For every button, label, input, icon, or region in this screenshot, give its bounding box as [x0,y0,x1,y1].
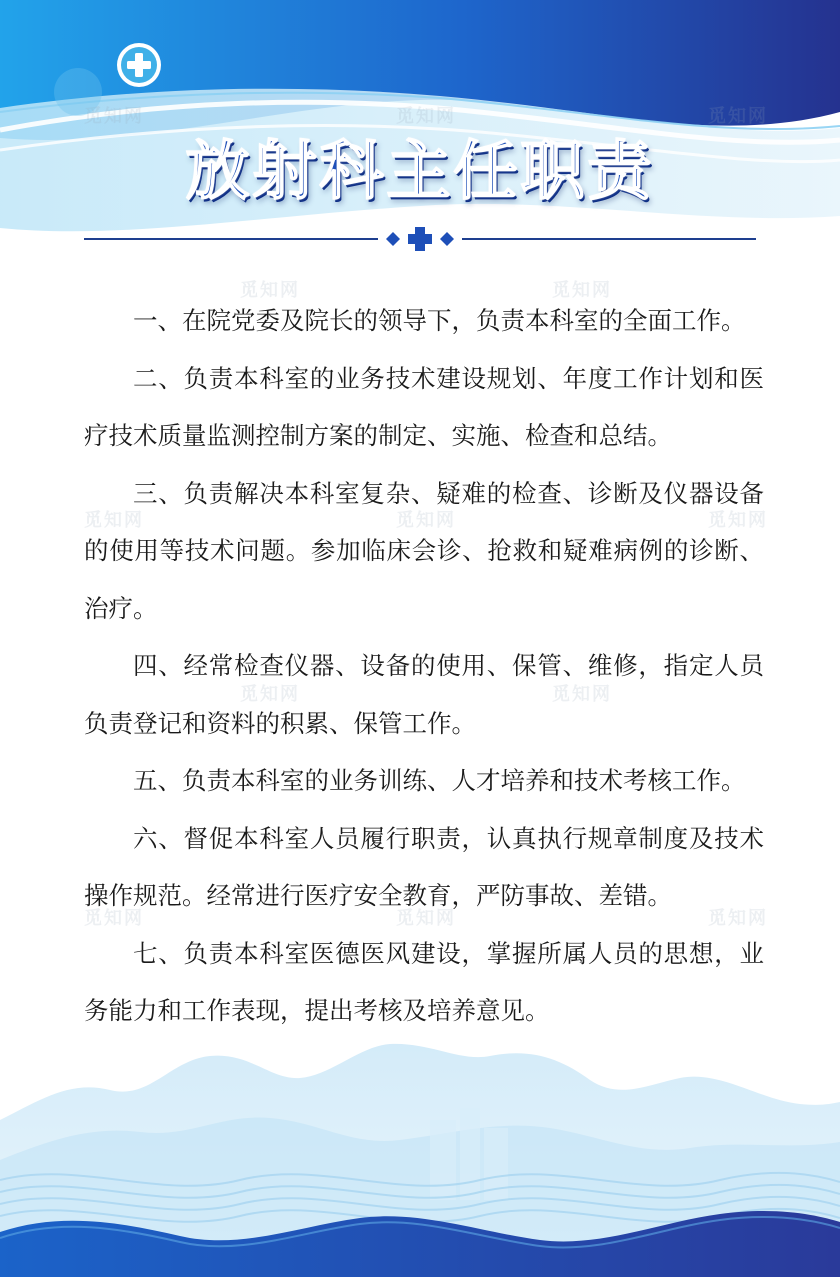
watermark: 觅知网 [552,684,612,705]
watermark: 觅知网 [84,510,144,531]
duty-paragraph: 三、负责解决本科室复杂、疑难的检查、诊断及仪器设备的使用等技术问题。参加临床会诊、抢救和疑难病例的诊断、治疗。 [84,478,764,623]
watermark: 觅知网 [552,280,612,301]
watermark: 觅知网 [708,510,768,531]
watermark: 觅知网 [240,684,300,705]
page-title: 放射科主任职责 [185,135,655,209]
medical-cross-icon [116,42,162,88]
duty-paragraph: 四、经常检查仪器、设备的使用、保管、维修，指定人员负责登记和资料的积累、保管工作。 [84,651,764,738]
watermark: 觅知网 [396,908,456,929]
duty-paragraph: 一、在院党委及院长的领导下，负责本科室的全面工作。 [133,306,746,335]
cross-divider-icon [84,222,756,256]
watermark: 觅知网 [396,510,456,531]
duty-paragraph: 七、负责本科室医德医风建设，掌握所属人员的思想，业务能力和工作表现，提出考核及培养意见。 [84,938,764,1025]
duty-paragraph: 二、负责本科室的业务技术建设规划、年度工作计划和医疗技术质量监测控制方案的制定、实施、检查和总结。 [84,363,764,450]
duties-list [84,292,764,1040]
watermark: 觅知网 [240,280,300,301]
duty-paragraph: 六、督促本科室人员履行职责，认真执行规章制度及技术操作规范。经常进行医疗安全教育，严防事故、差错。 [84,823,764,910]
duty-paragraph: 五、负责本科室的业务训练、人才培养和技术考核工作。 [133,766,746,795]
watermark: 觅知网 [708,908,768,929]
watermark: 觅知网 [84,908,144,929]
